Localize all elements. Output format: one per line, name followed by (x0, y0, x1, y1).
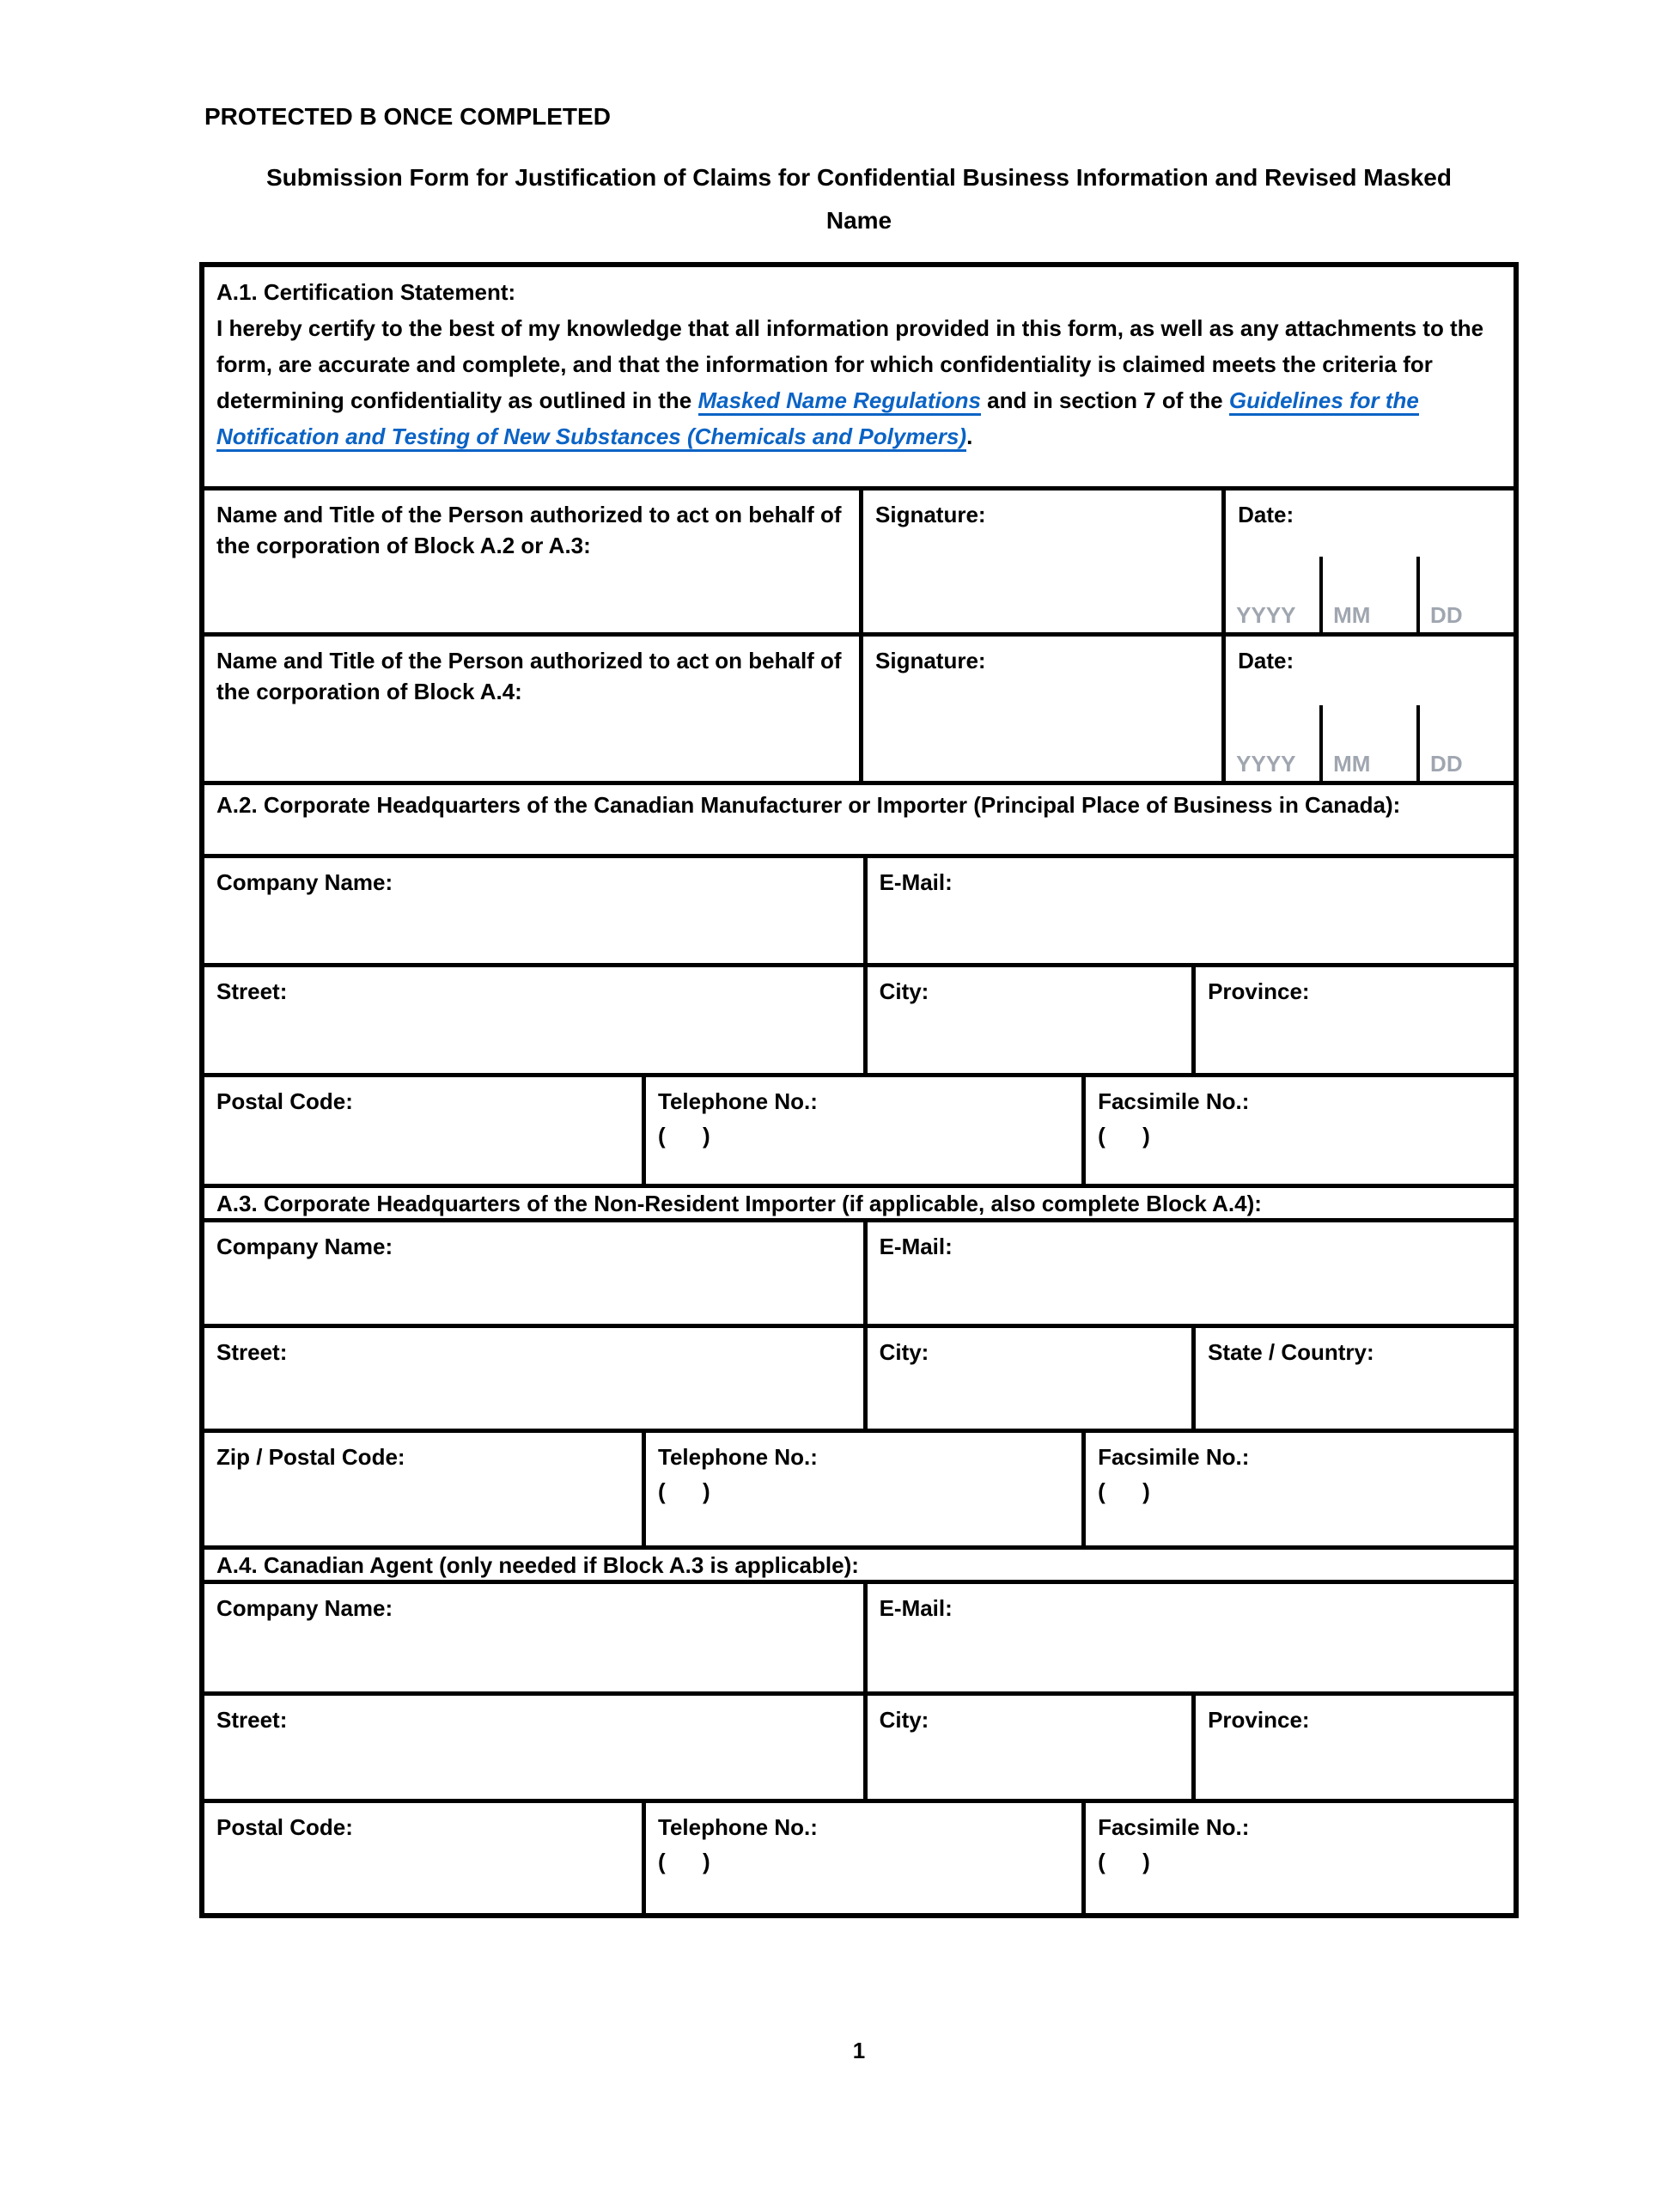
field-label: Name and Title of the Person authorized to act on behalf of the corporation of Block A.4: (216, 648, 842, 704)
section-a4-heading-cell (204, 1550, 1514, 1580)
section-a3-heading-row (204, 1188, 1514, 1222)
signature-row-2 (204, 637, 1514, 785)
section-a2-heading-cell (204, 785, 1514, 854)
field-label: Facsimile No.: (1098, 1088, 1250, 1114)
a2-email-field[interactable] (863, 858, 1514, 963)
field-label: Street: (216, 1707, 288, 1733)
date-field-2[interactable] (1221, 637, 1514, 781)
certification-text-part1: I hereby certify to the best of my knowledge that all information provided in this form, as well as any attachments to the form, are accurate and complete, and that the information for which confidentiality is claimed meets the criteria for determining confidentiality as outlined in the (216, 315, 1484, 413)
section-a3-heading-cell (204, 1188, 1514, 1218)
section-a2-heading-row (204, 785, 1514, 858)
page-number: 1 (852, 2038, 866, 2063)
a3-row-postal (204, 1433, 1514, 1550)
facsimile-parens: ( ) (1098, 1478, 1150, 1504)
form-table (199, 262, 1519, 1918)
protected-label: PROTECTED B ONCE COMPLETED (204, 103, 611, 130)
certification-text-part3: . (966, 424, 973, 449)
section-a4-heading: A.4. Canadian Agent (only needed if Block A.3 is applicable): (216, 1552, 859, 1578)
a3-facsimile-field[interactable] (1081, 1433, 1514, 1545)
a4-province-field[interactable] (1191, 1696, 1514, 1799)
a2-row-company (204, 858, 1514, 967)
field-label: City: (879, 1707, 929, 1733)
date-yyyy-box-1[interactable] (1226, 557, 1319, 632)
mm-placeholder: MM (1333, 751, 1371, 777)
a3-row-street (204, 1328, 1514, 1433)
field-label: Street: (216, 1339, 288, 1365)
field-label: E-Mail: (879, 1595, 953, 1621)
a2-row-street (204, 967, 1514, 1077)
dd-placeholder: DD (1430, 602, 1463, 628)
a4-company-name-field[interactable] (204, 1584, 863, 1691)
a4-street-field[interactable] (204, 1696, 863, 1799)
authorized-name-a2-a3-field[interactable] (204, 491, 859, 632)
yyyy-placeholder: YYYY (1236, 602, 1296, 628)
date-grid-1 (1226, 557, 1514, 632)
certification-text (216, 310, 1501, 454)
authorized-name-a4-field[interactable] (204, 637, 859, 781)
field-label: Company Name: (216, 1595, 393, 1621)
section-a4-heading-row (204, 1550, 1514, 1584)
a4-row-company (204, 1584, 1514, 1696)
a2-city-field[interactable] (863, 967, 1192, 1073)
a2-province-field[interactable] (1191, 967, 1514, 1073)
date-grid-2 (1226, 705, 1514, 781)
field-label: E-Mail: (879, 869, 953, 895)
a3-telephone-field[interactable] (642, 1433, 1081, 1545)
a4-row-postal (204, 1803, 1514, 1913)
field-label: Zip / Postal Code: (216, 1444, 405, 1470)
field-label: Postal Code: (216, 1814, 353, 1840)
date-dd-box-1[interactable] (1416, 557, 1514, 632)
facsimile-parens: ( ) (1098, 1849, 1150, 1874)
field-label: Street: (216, 978, 288, 1004)
field-label: State / Country: (1208, 1339, 1374, 1365)
date-yyyy-box-2[interactable] (1226, 705, 1319, 781)
a3-city-field[interactable] (863, 1328, 1192, 1429)
telephone-parens: ( ) (658, 1849, 710, 1874)
a2-facsimile-field[interactable] (1081, 1077, 1514, 1184)
field-label: Postal Code: (216, 1088, 353, 1114)
field-label: Telephone No.: (658, 1444, 818, 1470)
a3-row-company (204, 1222, 1514, 1328)
mm-placeholder: MM (1333, 602, 1371, 628)
field-label: Telephone No.: (658, 1814, 818, 1840)
a3-state-country-field[interactable] (1191, 1328, 1514, 1429)
a4-telephone-field[interactable] (642, 1803, 1081, 1913)
a4-city-field[interactable] (863, 1696, 1192, 1799)
a2-street-field[interactable] (204, 967, 863, 1073)
field-label: Province: (1208, 1707, 1310, 1733)
field-label: Company Name: (216, 1234, 393, 1259)
date-label: Date: (1238, 502, 1294, 527)
field-label: City: (879, 1339, 929, 1365)
field-label: Telephone No.: (658, 1088, 818, 1114)
signature-field-2[interactable] (859, 637, 1221, 781)
guidelines-new-substances-link[interactable]: Guidelines for the Notification and Testing of New Substances (Chemicals and Polymers) (216, 387, 1419, 452)
a2-telephone-field[interactable] (642, 1077, 1081, 1184)
field-label: Name and Title of the Person authorized to act on behalf of the corporation of Block A.2 or A.3: (216, 502, 842, 558)
date-field-1[interactable] (1221, 491, 1514, 632)
section-a2-heading: A.2. Corporate Headquarters of the Canadian Manufacturer or Importer (Principal Place of Business in Canada): (216, 792, 1401, 818)
a4-email-field[interactable] (863, 1584, 1514, 1691)
field-label: Facsimile No.: (1098, 1814, 1250, 1840)
page-title-line1: Submission Form for Justification of Claims for Confidential Business Information and Revised Masked (266, 164, 1452, 191)
date-mm-box-1[interactable] (1319, 557, 1416, 632)
certification-heading: A.1. Certification Statement: (216, 279, 516, 305)
field-label: Signature: (875, 648, 986, 673)
field-label: Company Name: (216, 869, 393, 895)
field-label: Facsimile No.: (1098, 1444, 1250, 1470)
a3-street-field[interactable] (204, 1328, 863, 1429)
a4-row-street (204, 1696, 1514, 1803)
date-dd-box-2[interactable] (1416, 705, 1514, 781)
a4-postal-code-field[interactable] (204, 1803, 642, 1913)
yyyy-placeholder: YYYY (1236, 751, 1296, 777)
telephone-parens: ( ) (658, 1478, 710, 1504)
dd-placeholder: DD (1430, 751, 1463, 777)
field-label: City: (879, 978, 929, 1004)
section-a3-heading: A.3. Corporate Headquarters of the Non-Resident Importer (if applicable, also complete Block A.4): (216, 1191, 1262, 1216)
signature-field-1[interactable] (859, 491, 1221, 632)
field-label: Signature: (875, 502, 986, 527)
field-label: Province: (1208, 978, 1310, 1004)
a3-zip-postal-code-field[interactable] (204, 1433, 642, 1545)
page-title-line2: Name (825, 207, 892, 234)
certification-text-part2: and in section 7 of the (980, 387, 1229, 413)
certification-row (204, 267, 1514, 491)
masked-name-regulations-link[interactable]: Masked Name Regulations (698, 387, 981, 416)
a3-company-name-field[interactable] (204, 1222, 863, 1324)
signature-row-1 (204, 491, 1514, 637)
a2-row-postal (204, 1077, 1514, 1188)
date-mm-box-2[interactable] (1319, 705, 1416, 781)
date-label: Date: (1238, 648, 1294, 673)
page-title (178, 156, 1540, 242)
a3-email-field[interactable] (863, 1222, 1514, 1324)
a2-postal-code-field[interactable] (204, 1077, 642, 1184)
field-label: E-Mail: (879, 1234, 953, 1259)
facsimile-parens: ( ) (1098, 1123, 1150, 1149)
a2-company-name-field[interactable] (204, 858, 863, 963)
a4-facsimile-field[interactable] (1081, 1803, 1514, 1913)
telephone-parens: ( ) (658, 1123, 710, 1149)
